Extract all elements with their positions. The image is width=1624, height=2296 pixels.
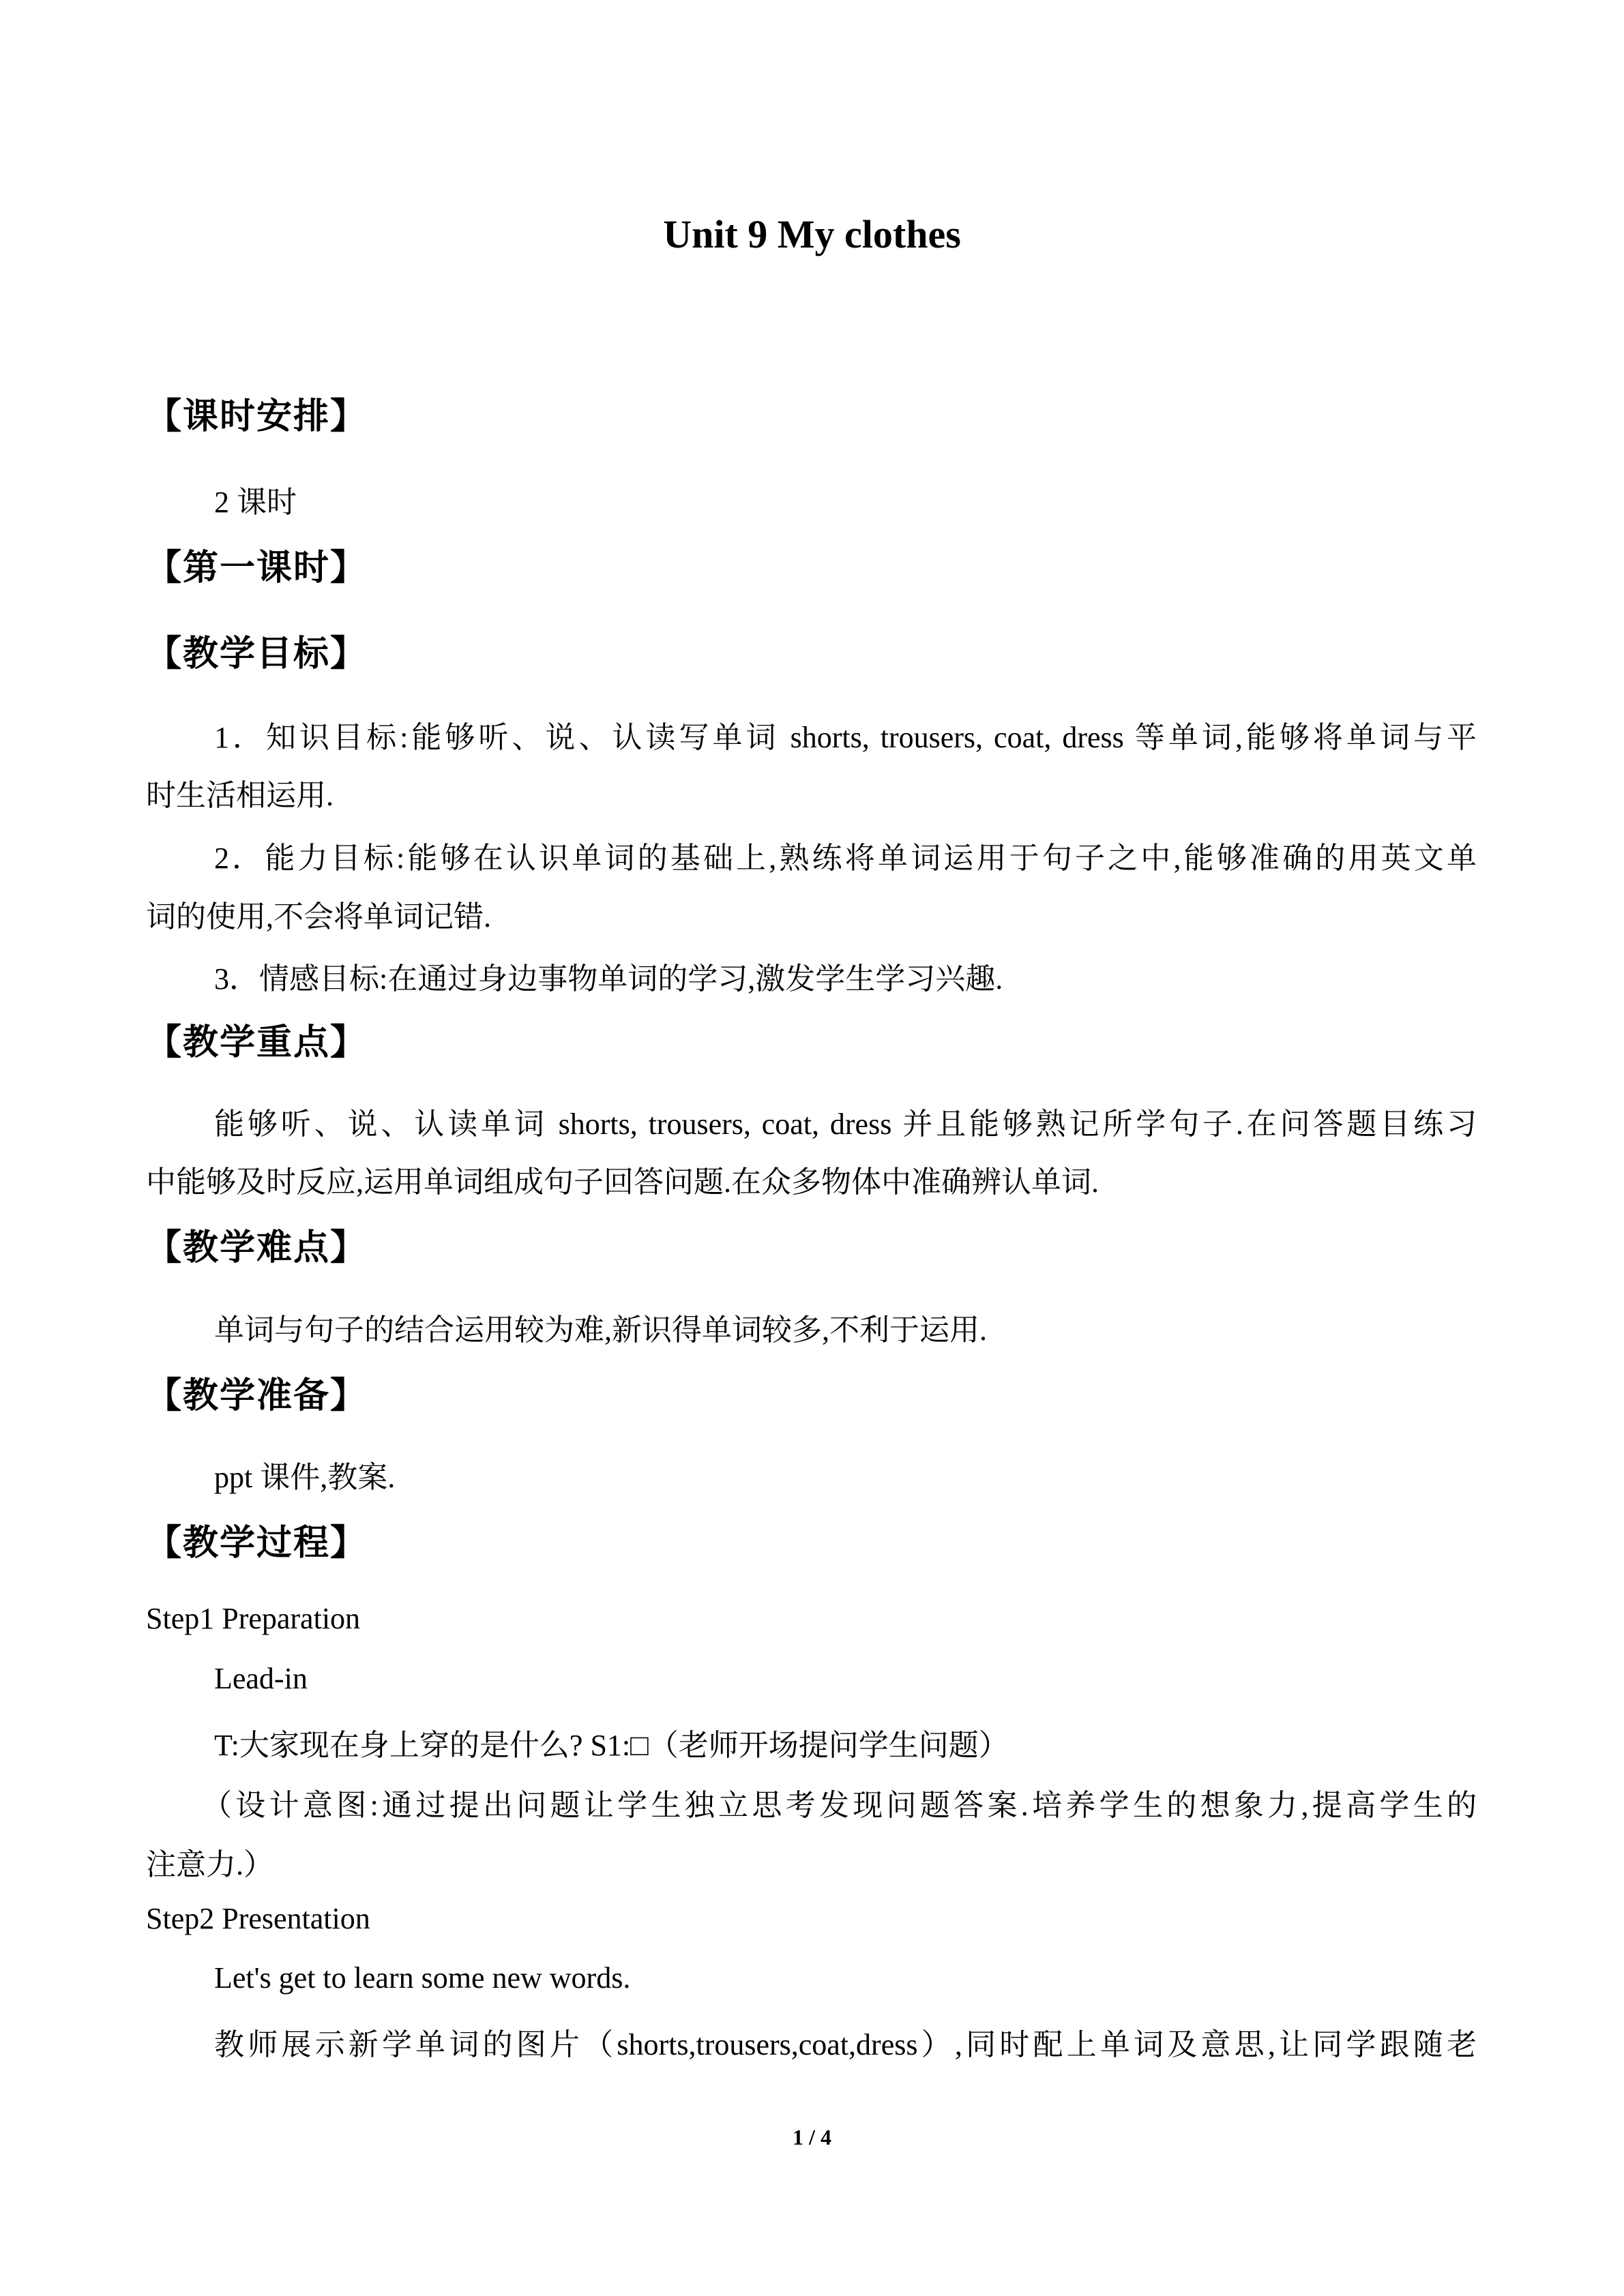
difficulty-text: 单词与句子的结合运用较为难,新识得单词较多,不利于运用.: [214, 1313, 987, 1347]
heading-schedule: 【课时安排】: [146, 396, 368, 437]
document-title: Unit 9 My clothes: [663, 212, 961, 256]
lead-in: Lead-in: [214, 1662, 308, 1695]
teacher-question: T:大家现在身上穿的是什么? S1:□（老师开场提问学生问题）: [214, 1729, 1009, 1762]
goal3: 3．情感目标:在通过身边事物单词的学习,激发学生学习兴趣.: [214, 962, 1003, 996]
step1-title: Step1 Preparation: [146, 1602, 361, 1635]
design-intent-line1: （设计意图:通过提出问题让学生独立思考发现问题答案.培养学生的想象力,提高学生的: [202, 1789, 1477, 1822]
goal2-line2: 词的使用,不会将单词记错.: [146, 900, 491, 934]
preparation-text: ppt 课件,教案.: [214, 1461, 396, 1494]
heading-process: 【教学过程】: [146, 1523, 368, 1564]
lets-learn: Let's get to learn some new words.: [214, 1961, 631, 1995]
heading-goals: 【教学目标】: [146, 633, 368, 674]
step2-title: Step2 Presentation: [146, 1902, 370, 1935]
heading-first-lesson: 【第一课时】: [146, 548, 368, 588]
key-points-line1: 能够听、说、认读单词 shorts, trousers, coat, dress 并且能够熟记所学句子.在问答题目练习: [214, 1107, 1477, 1141]
heading-difficulty: 【教学难点】: [146, 1227, 368, 1268]
key-points-line2: 中能够及时反应,运用单词组成句子回答问题.在众多物体中准确辨认单词.: [146, 1165, 1099, 1199]
schedule-text: 2 课时: [214, 486, 297, 519]
goal2-line1: 2．能力目标:能够在认识单词的基础上,熟练将单词运用于句子之中,能够准确的用英文单: [214, 841, 1477, 875]
page-number: 1 / 4: [793, 2125, 831, 2149]
teacher-show-line: 教师展示新学单词的图片（shorts,trousers,coat,dress）,同时配上单词及意思,让同学跟随老: [214, 2028, 1477, 2061]
heading-key-points: 【教学重点】: [146, 1022, 368, 1063]
design-intent-line2: 注意力.）: [146, 1848, 274, 1881]
goal1-line1: 1．知识目标:能够听、说、认读写单词 shorts, trousers, coat, dress 等单词,能够将单词与平: [214, 721, 1477, 754]
heading-preparation: 【教学准备】: [146, 1375, 368, 1416]
goal1-line2: 时生活相运用.: [146, 779, 334, 812]
